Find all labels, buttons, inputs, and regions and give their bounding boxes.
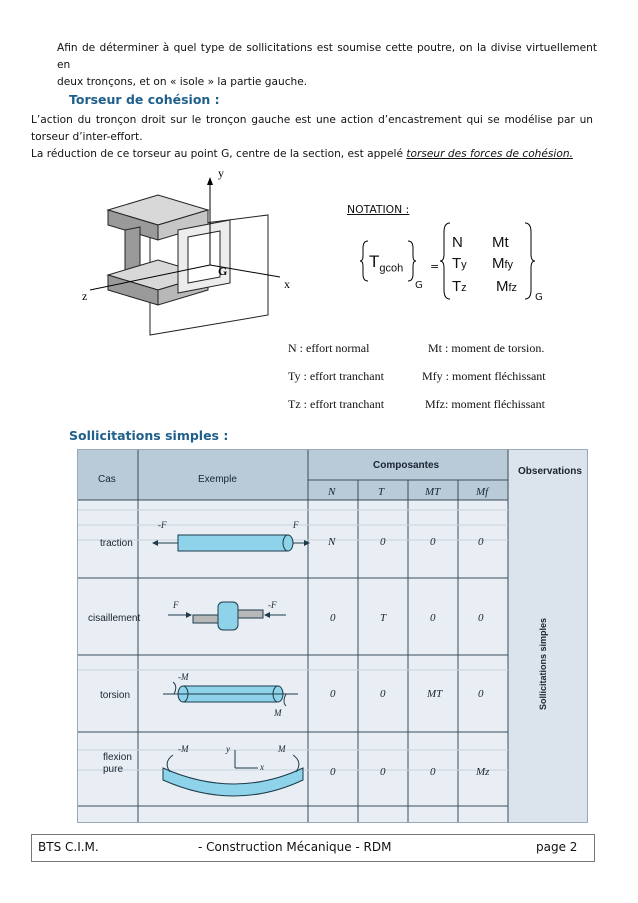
- side-label: Sollicitations simples: [538, 617, 548, 710]
- value-cell: T: [380, 612, 387, 624]
- footer-center: - Construction Mécanique - RDM: [198, 840, 392, 854]
- section1-line-3-text: La réduction de ce torseur au point G, centre de la section, est appelé: [31, 148, 407, 160]
- row-cas-cisaillement: cisaillement: [88, 613, 141, 624]
- matrix-col-2: [492, 232, 517, 299]
- flexion-moment-right: M: [278, 744, 286, 754]
- traction-force-left: -F: [158, 520, 167, 530]
- intro-line-2: deux tronçons, et on « isole » la partie gauche.: [57, 76, 308, 88]
- section1-line-3: [31, 146, 593, 163]
- section1-line-2: torseur d’inter-effort.: [31, 131, 143, 143]
- matrix-col-1: [452, 232, 467, 299]
- right-point-label: G: [535, 292, 543, 303]
- axis-z-label: z: [82, 289, 88, 303]
- value-cell: 0: [330, 766, 336, 778]
- left-point-label: G: [415, 280, 423, 291]
- torsion-diagram: [163, 682, 298, 706]
- flexion-diagram: [163, 750, 303, 796]
- sollicitations-table: [77, 449, 588, 823]
- torsor-main: T: [369, 252, 380, 271]
- col2-row2: Mfy: [492, 255, 514, 272]
- value-cell: 0: [430, 536, 436, 548]
- value-cell: MT: [427, 688, 443, 700]
- flexion-axis-y: y: [226, 744, 230, 754]
- i-beam-shape: [108, 195, 230, 305]
- value-cell: 0: [380, 766, 386, 778]
- col2-row3: Mfz: [496, 278, 518, 295]
- value-cell: 0: [478, 612, 484, 624]
- section1-paragraph: [31, 112, 593, 163]
- header-composantes: Composantes: [373, 460, 440, 471]
- col1-row2: Ty: [452, 255, 467, 272]
- value-cell: 0: [380, 688, 386, 700]
- traction-force-right: F: [293, 520, 299, 530]
- torsor-sub: gcoh: [379, 262, 404, 275]
- row-cas-flexion: flexion pure: [103, 752, 132, 775]
- definition-row: Tz : effort tranchant Mfz: moment fléchissant: [288, 397, 545, 411]
- definitions-list: [288, 341, 588, 425]
- torseur-link: torseur des forces de cohésion.: [406, 148, 573, 160]
- section-title-torseur: Torseur de cohésion :: [69, 92, 220, 107]
- cisaillement-force-left: F: [173, 600, 179, 610]
- col2-row1: Mt: [492, 234, 509, 251]
- row-cas-traction: traction: [100, 538, 133, 549]
- comp-header-mf: Mf: [476, 486, 489, 498]
- section-title-sollicitations: Sollicitations simples :: [69, 428, 229, 443]
- col1-row1: N: [452, 234, 463, 251]
- value-cell: 0: [330, 612, 336, 624]
- intro-line-1: Afin de déterminer à quel type de sollicitations est soumise cette poutre, on la divise virtuellement en: [57, 42, 597, 71]
- point-g-label: G: [218, 264, 228, 278]
- value-cell: 0: [380, 536, 386, 548]
- value-cell: 0: [430, 612, 436, 624]
- header-exemple: Exemple: [198, 474, 237, 485]
- section1-line-1: L’action du tronçon droit sur le tronçon gauche est une action d’encastrement qui se modélise par un: [31, 114, 593, 126]
- axis-x-label: x: [284, 277, 290, 291]
- axis-y-label: y: [218, 166, 224, 180]
- cisaillement-force-right: -F: [268, 600, 277, 610]
- matrix-right-brace-icon: [523, 222, 535, 300]
- value-cell: 0: [330, 688, 336, 700]
- beam-section-figure: [70, 165, 310, 340]
- value-cell: 0: [430, 766, 436, 778]
- comp-header-t: T: [378, 486, 385, 498]
- header-cas: Cas: [98, 474, 116, 485]
- torsion-moment-top: -M: [178, 672, 189, 682]
- torsor-symbol: [369, 252, 403, 274]
- footer-page: page 2: [536, 840, 578, 854]
- equals-sign: =: [430, 260, 440, 273]
- value-cell: 0: [478, 536, 484, 548]
- torsion-moment-bottom: M: [274, 708, 282, 718]
- header-observations: Observations: [518, 466, 582, 477]
- comp-header-n: N: [328, 486, 336, 498]
- value-cell: Mz: [476, 766, 490, 778]
- right-brace-icon: [406, 240, 416, 282]
- matrix-left-brace-icon: [440, 222, 452, 300]
- flexion-moment-left: -M: [178, 744, 189, 754]
- col1-row3: Tz: [452, 278, 467, 295]
- footer-left: BTS C.I.M.: [38, 840, 99, 854]
- definition-row: N : effort normal Mt : moment de torsion.: [288, 341, 545, 355]
- definition-row: Ty : effort tranchant Mfy : moment fléchissant: [288, 369, 546, 383]
- notation-title: NOTATION :: [347, 203, 410, 216]
- page-footer: [31, 834, 595, 862]
- flexion-axis-x: x: [260, 762, 264, 772]
- value-cell: N: [328, 536, 336, 548]
- row-cas-torsion: torsion: [100, 690, 131, 701]
- value-cell: 0: [478, 688, 484, 700]
- traction-diagram: [152, 535, 310, 551]
- intro-paragraph: [57, 40, 597, 91]
- comp-header-mt: MT: [425, 486, 441, 498]
- axis-y-arrow: [207, 177, 213, 185]
- torsor-notation: [360, 222, 560, 302]
